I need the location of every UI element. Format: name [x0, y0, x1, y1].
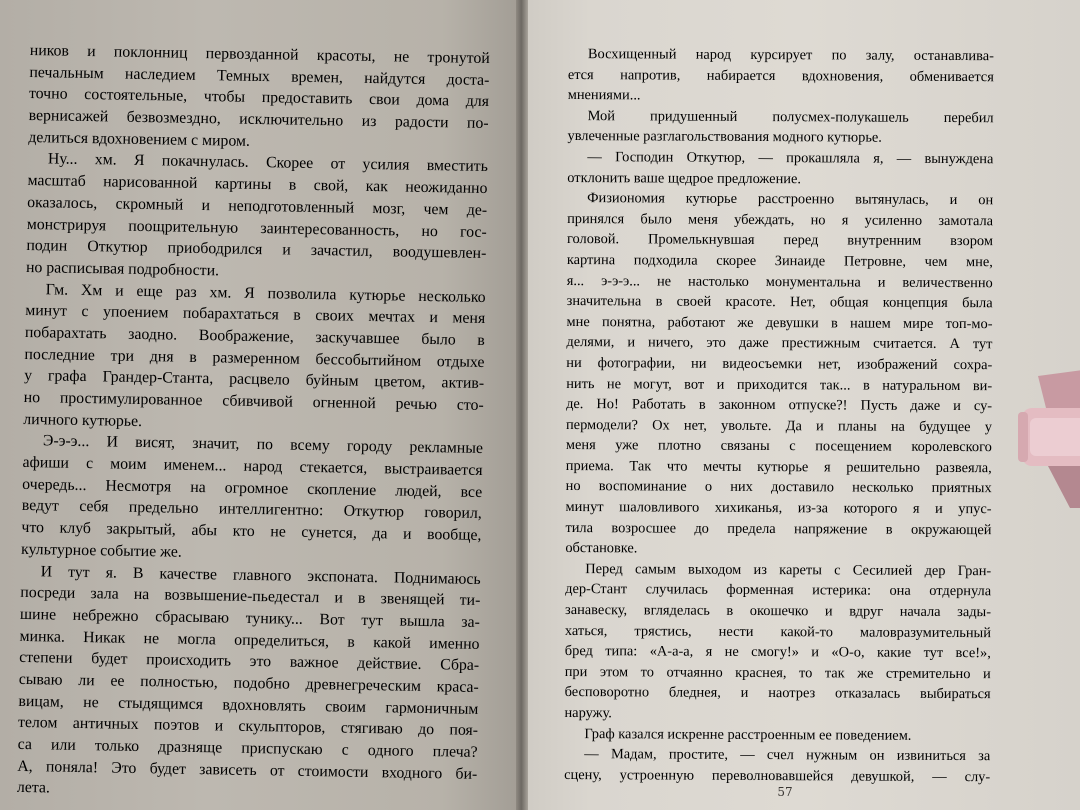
right-page-text-line: обстановке.: [565, 540, 638, 557]
right-page-text-line: ется напротив, набирается вдохновения, обменивается: [567, 66, 994, 85]
right-page-text-line: я... э-э-э... не настолько монументальна и величественно: [566, 272, 993, 291]
right-page-text-line: — Мадам, простите, — счел нужным он извиниться за: [584, 746, 991, 765]
right-page-text-line: бред типа: «А-а-а, я не смогу!» и «О-о, какие тут все!»,: [564, 643, 991, 662]
right-page-text-line: мнениями...: [567, 87, 641, 104]
right-page-text-line: де. Но! Работать в законном отпуске?! Пусть даже и су-: [566, 396, 993, 415]
right-page-text-line: мне понятна, работают же девушки в нашем мире топ-мо-: [566, 313, 993, 332]
left-page-text-line: культурное событие же.: [20, 540, 182, 561]
left-page-text-line: но расписывая подробности.: [25, 258, 220, 280]
left-page-text-line: подин Откутюр приободрился и зачастил, воодушевлен-: [26, 237, 487, 263]
right-page-text-line: сцену, устроенную переволновавшейся девушкой, — слу-: [564, 766, 991, 786]
right-page-text-line: принялся было меня убеждать, но я усиленно замотала: [567, 210, 994, 229]
right-page-text-line: меня уже плотно связаны с посещением королевского: [565, 437, 992, 456]
right-page-text-line: но воспоминание о них доставило несколько приятных: [565, 478, 992, 497]
left-page-text-line: Ну... хм. Я покачнулась. Скорее от усилия вместить: [47, 150, 489, 176]
left-page-text-line: но простимулированное сбивчивой огненной речью сто-: [23, 388, 484, 414]
page-number: 57: [777, 785, 793, 799]
left-page-text-line: минка. Никак не могла определиться, в какой именно: [19, 627, 480, 653]
left-page-text-line: Гм. Хм и еще раз хм. Я позволила кутюрье несколько: [45, 280, 486, 306]
left-page-text-line: очередь... Несмотря на огромное скопление людей, все: [22, 475, 483, 501]
book-spine-gutter: [516, 0, 528, 810]
right-page-text-line: значительна в своей красоте. Нет, общая концепция была: [566, 293, 993, 312]
pink-binder-clip-icon: [1018, 368, 1080, 508]
left-page-text-line: посреди зала на возвышение-пьедестал и в звенящей ти-: [20, 584, 481, 610]
right-page-text-line: дер-Стант случилась форменная истерика: она отдернула: [565, 581, 992, 600]
left-page-text-line: А, поняла! Это будет зависеть от стоимости входного би-: [17, 757, 478, 783]
left-page-text-line: ведут себя предельно интеллигентно: Откутюр говорил,: [21, 497, 482, 523]
right-page-text-line: делями, и ничего, это даже престижным считается. А тут: [566, 334, 993, 353]
right-page-text-line: увлеченные разглагольствования модного кутюрье.: [567, 128, 882, 147]
right-page-text-line: картина подходила скорее Зинаиде Петровне, чем мне,: [566, 251, 993, 271]
right-page-text-line: хаться, трястись, нести какой-то маловразумительный: [564, 622, 991, 641]
right-page-text-line: наружу.: [564, 704, 612, 722]
left-page-text-line: монстрируя поощрительную заинтересованность, но гос-: [26, 215, 487, 241]
right-page-text-line: Граф казался искренне расстроенным ее поведением.: [584, 725, 912, 744]
left-page-text-line: афиши с моим именем... народ стекается, выстраивается: [22, 453, 483, 480]
right-page-text-line: бесповоротно бледнея, и наотрез отказалась выбираться: [564, 684, 991, 703]
right-page-text-line: Перед самым выходом из кареты с Сесилией дер Гран-: [585, 560, 992, 580]
left-page-text-line: что клуб закрытый, абы кто не сунется, да и вообще,: [21, 519, 482, 545]
right-page-text-line: пермодели? Ох нет, увольте. Да и планы на будущее у: [565, 416, 993, 435]
right-page-text: [564, 44, 994, 788]
left-page-text-line: печальным наследием Темных времен, найдутся доста-: [29, 63, 490, 89]
right-page-text-line: нить не могут, вот и приходится так... в натуральном ви-: [566, 375, 993, 394]
left-page-text-line: последние три дня в размеренном бессобытийном отдыхе: [24, 345, 485, 371]
left-page-text-line: сываю ли ее полностью, подобно древнегреческим краса-: [18, 670, 479, 696]
right-page-text-line: тила возросшее до предела напряжение в окружающей: [565, 519, 992, 538]
left-page-text-line: шине небрежно сбрасываю тунику... Вот тут вышла за-: [19, 605, 481, 631]
right-page-text-line: занавеску, вгляделась в окошечко и вдруг начала зады-: [564, 602, 992, 621]
left-page-text-line: Э-э-э... И висят, значит, по всему городу рекламные: [42, 432, 484, 458]
left-page-text-line: телом античных поэтов и скульпторов, стягиваю до поя-: [17, 714, 479, 740]
left-page-text-line: лета.: [16, 779, 51, 797]
left-page-text-line: делиться вдохновением с миром.: [28, 128, 251, 150]
left-page-text-line: точно состоятельные, чтобы предоставить свои дома для: [28, 85, 490, 111]
left-page-text-line: у графа Грандер-Станта, расцвело буйным цветом, актив-: [23, 367, 485, 393]
right-page-text-line: Мой придушенный полусмех-полукашель перебил: [587, 107, 994, 127]
left-page-text-line: вицам, не стыдящимся вдохновлять своим гармоничным: [18, 692, 479, 718]
left-page-text-line: степени будет происходить это важное действие. Сбра-: [19, 649, 480, 675]
left-page-text-line: минут с упоением побарахтаться в своих мечтах и меня: [25, 302, 486, 328]
right-page-text-line: отклонить ваше щедрое предложение.: [567, 169, 802, 187]
right-page-text-line: приема. Так что мечты кутюрье я решительно развеяла,: [565, 457, 992, 477]
left-page-text: [17, 40, 490, 807]
right-page-text-line: — Господин Откутюр, — прокашляла я, — вынуждена: [587, 149, 994, 168]
left-page-text-line: побарахтать заодно. Воображение, заскучавшее было в: [24, 323, 485, 349]
right-page-text-line: головой. Промелькнувшая перед внутренним взором: [566, 231, 994, 250]
left-page-text-line: са или только дразняще приспускаю с одного плеча?: [17, 735, 478, 761]
left-page-text-line: масштаб нарисованной картины в свой, как неожиданно: [27, 172, 488, 198]
right-page-text-line: минут шаловливого хихиканья, из-за которого я и упус-: [565, 499, 992, 518]
left-page-text-line: личного кутюрье.: [23, 410, 143, 430]
left-page-text-line: оказалось, скромный и неподготовленный мозг, чем де-: [27, 193, 488, 219]
right-page-text-line: Восхищенный народ курсирует по залу, останавлива-: [587, 46, 994, 65]
left-page-text-line: И тут я. В качестве главного экспоната. Поднимаюсь: [40, 562, 481, 588]
left-page-text-line: ников и поклонниц первозданной красоты, не тронутой: [29, 41, 490, 68]
right-page-text-line: Физиономия кутюрье расстроенно вытянулась, и он: [587, 190, 994, 209]
right-page-text-line: при этом то отчаянно краснея, то так же стремительно и: [564, 663, 991, 683]
left-page-text-line: вернисажей безвозмездно, исключительно из радости по-: [28, 107, 489, 133]
right-page-text-line: ни фотографии, ни видеосъемки нет, изображений сохра-: [566, 354, 993, 374]
